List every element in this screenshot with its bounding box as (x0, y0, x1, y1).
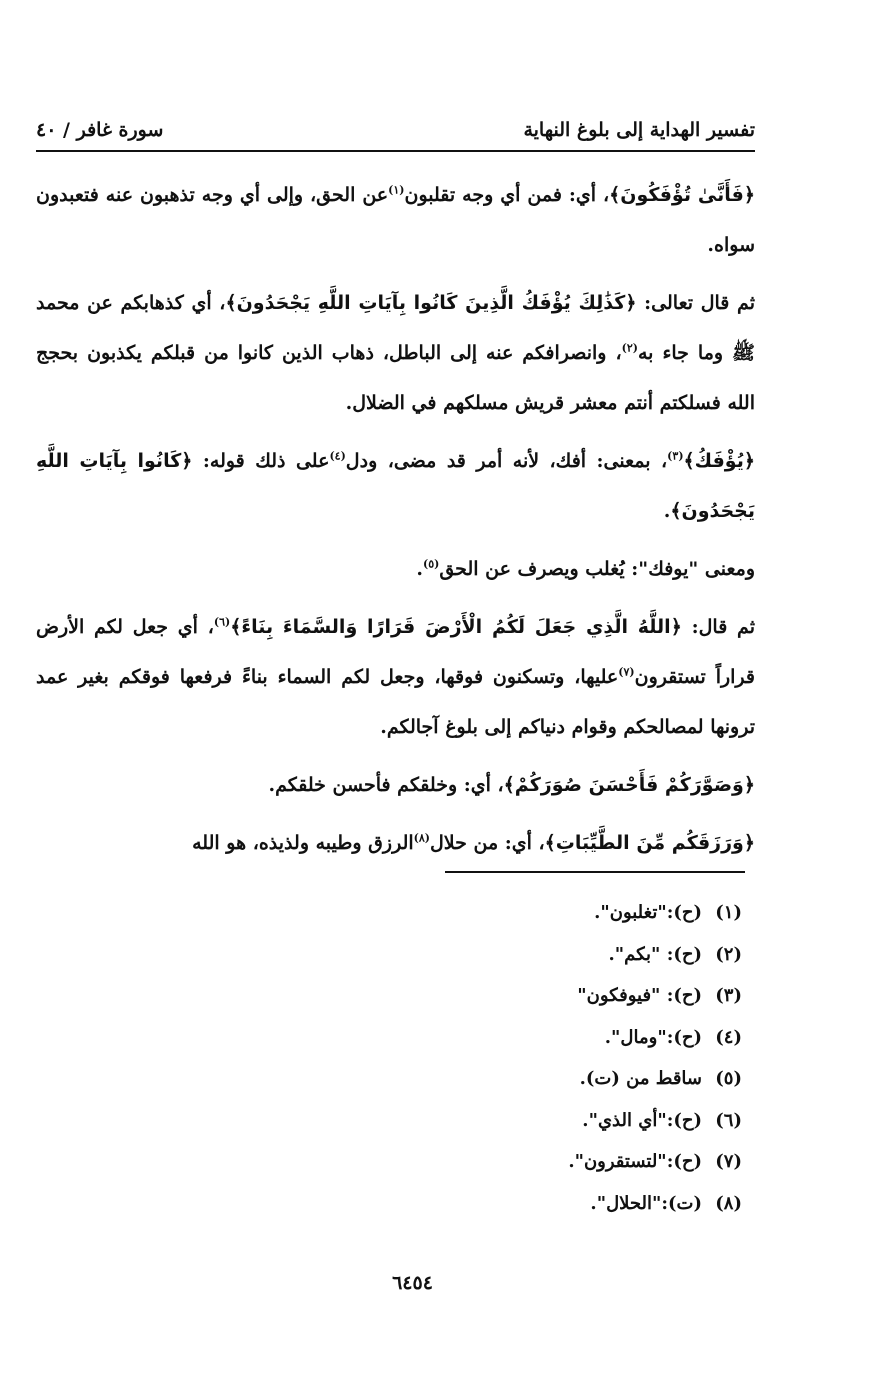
text: ثم قال: (681, 616, 755, 638)
page-number: ٦٤٥٤ (392, 1272, 433, 1294)
paragraph-2 (36, 278, 755, 428)
footnote-text: (ح):"أي الذي". (582, 1109, 702, 1131)
footnote-item (568, 1100, 742, 1142)
quran-verse: ﴿فَأَنَّىٰ تُؤْفَكُونَ﴾ (609, 184, 755, 206)
footnote-text: (ت):"الحلال". (590, 1192, 702, 1214)
footnote-text: (ح):"لتستقرون". (568, 1151, 702, 1172)
text: ومعنى "يوفك": يُغلب ويصرف عن الحق (439, 558, 755, 580)
quran-verse: ﴿وَرَزَقَكُم مِّنَ الطَّيِّبَاتِ﴾ (544, 832, 755, 854)
footnote-item (568, 975, 742, 1017)
quran-verse: ﴿اللَّهُ الَّذِي جَعَلَ لَكُمُ الْأَرْضَ قَرَارًا وَالسَّمَاءَ بِنَاءً﴾ (230, 616, 682, 638)
quran-verse: ﴿يُؤْفَكُ﴾ (683, 450, 755, 472)
text: ، أي جعل لكم الأرض قراراً تستقرون (36, 616, 756, 688)
text: . (663, 500, 671, 522)
footnote-number: (٨) (715, 1192, 742, 1214)
paragraph-7 (36, 818, 755, 868)
header-divider (36, 150, 755, 152)
footnote-number: (٣) (715, 985, 742, 1006)
text: . (416, 558, 423, 580)
book-title: تفسير الهداية إلى بلوغ النهاية (523, 119, 755, 141)
text: عليها، وتسكنون فوقها، وجعل لكم السماء بناءً فرفعها فوقكم بغير عمد ترونها لمصالحكم وقوام دنياكم إلى بلوغ آجالكم. (36, 666, 755, 738)
footnote-ref[interactable]: (٦) (213, 615, 231, 629)
footnote-ref[interactable]: (١) (388, 183, 405, 197)
running-header (36, 112, 755, 148)
text: ، أي كذهابكم عن محمد ﷺ وما جاء به (36, 292, 755, 364)
footnote-divider (445, 871, 745, 873)
footnote-item (568, 934, 742, 976)
quran-verse: ﴿كَانُوا بِآيَاتِ اللَّهِ يَجْحَدُونَ﴾ (36, 450, 755, 522)
paragraph-6 (36, 760, 755, 810)
footnote-text: (ح):"ومال". (604, 1026, 702, 1048)
footnote-number: (٢) (715, 943, 742, 965)
footnote-ref[interactable]: (٢) (621, 341, 638, 355)
footnote-number: (١) (715, 902, 742, 923)
footnotes-list (568, 892, 742, 1224)
footnote-text: ساقط من (ت). (579, 1068, 702, 1089)
text: ، بمعنى: أفك، لأنه أمر قد مضى، ودل (345, 450, 668, 472)
footnote-number: (٥) (715, 1068, 742, 1089)
text: عن الحق، وإلى أي وجه تذهبون عنه فتعبدون سواه. (36, 184, 755, 256)
footnote-number: (٦) (715, 1109, 742, 1131)
footnote-number: (٧) (715, 1151, 742, 1172)
paragraph-3 (36, 436, 755, 536)
footnote-text: (ح):"تغلبون". (594, 902, 702, 923)
footnote-ref[interactable]: (٣) (667, 449, 684, 463)
text: الرزق وطيبه ولذيذه، هو الله (192, 832, 414, 854)
sura-label: سورة غافر / ٤٠ (36, 119, 164, 141)
text: ثم قال تعالى: (636, 292, 755, 314)
footnote-ref[interactable]: (٨) (413, 831, 430, 845)
text: ، أي: فمن أي وجه تقلبون (404, 184, 610, 206)
footnote-item (568, 1141, 742, 1183)
paragraph-1 (36, 170, 755, 270)
paragraph-5 (36, 602, 755, 752)
footnote-item (568, 1017, 742, 1059)
footnote-ref[interactable]: (٤) (329, 449, 346, 463)
footnote-ref[interactable]: (٧) (618, 665, 635, 679)
text: على ذلك قوله: (192, 450, 330, 472)
quran-verse: ﴿كَذَٰلِكَ يُؤْفَكُ الَّذِينَ كَانُوا بِآيَاتِ اللَّهِ يَجْحَدُونَ﴾ (225, 292, 637, 314)
main-text (36, 170, 755, 876)
footnote-number: (٤) (715, 1026, 742, 1048)
footnote-item (568, 892, 742, 934)
text: ، وانصرافكم عنه إلى الباطل، ذهاب الذين كانوا من قبلكم يكذبون بحجج الله فسلكتم أنتم معشر قريش مسلكهم في الضلال. (36, 342, 755, 414)
footnote-text: (ح): "فيوفكون" (577, 985, 702, 1006)
paragraph-4 (36, 544, 755, 594)
quran-verse: ﴿وَصَوَّرَكُمْ فَأَحْسَنَ صُوَرَكُمْ﴾ (503, 774, 755, 796)
footnote-ref[interactable]: (٥) (422, 557, 440, 571)
text: ، أي: من حلال (430, 832, 545, 854)
footnote-item (568, 1183, 742, 1225)
footnote-text: (ح): "بكم". (608, 943, 702, 965)
footnote-item (568, 1058, 742, 1100)
text: ، أي: وخلقكم فأحسن خلقكم. (268, 774, 504, 796)
